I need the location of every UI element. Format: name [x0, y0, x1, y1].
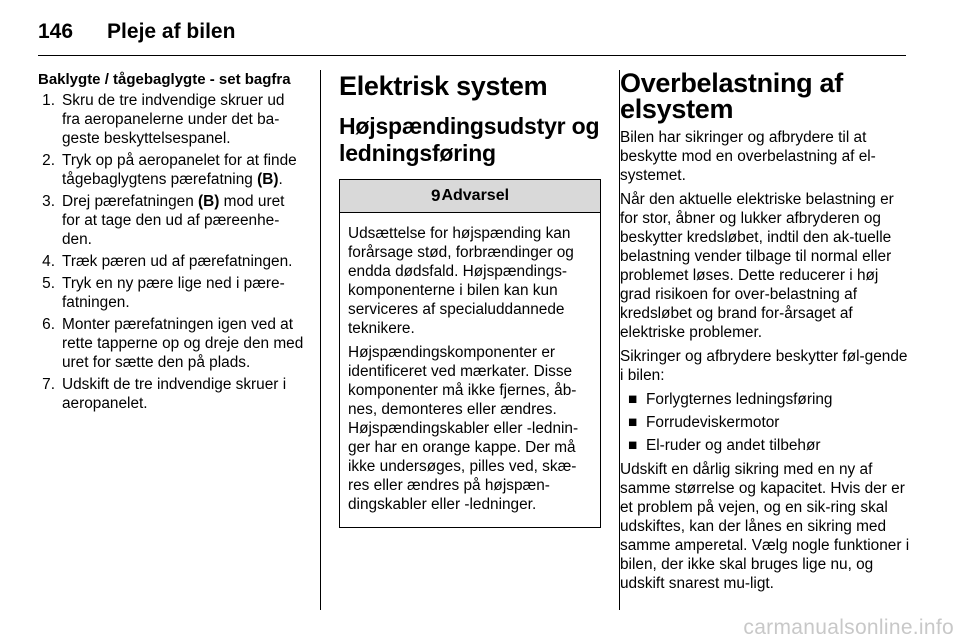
step-text: Skru de tre indvendige skruer ud fra aeropanelerne under det ba-geste beskyttelsespanel. — [62, 92, 285, 147]
protected-items-list — [620, 390, 912, 455]
rear-light-subheading: Baklygte / tågebaglygte - set bagfra — [38, 71, 291, 88]
list-item-text: Forlygternes ledningsføring — [646, 391, 833, 408]
step-number: 6. — [42, 316, 55, 333]
reference-b: (B) — [257, 171, 279, 188]
step-number: 3. — [42, 193, 55, 210]
watermark: carmanualsonline.info — [743, 616, 954, 639]
step-6 — [38, 315, 306, 372]
step-3 — [38, 192, 306, 249]
warning-paragraph: Udsættelse for højspænding kan forårsage stød, forbrændinger og endda dødsfald. Højspændings-komponenterne i bilen kan kun serviceres af specialuddannede teknikere. — [348, 225, 574, 337]
step-4 — [38, 252, 306, 271]
column-right — [620, 70, 912, 598]
warning-header — [340, 180, 600, 213]
body-paragraph: Sikringer og afbrydere beskytter føl-gende i bilen: — [620, 348, 908, 384]
step-7 — [38, 375, 306, 413]
instruction-steps — [38, 91, 306, 413]
warning-box — [339, 179, 601, 528]
square-bullet-icon: ■ — [628, 414, 638, 431]
step-text: Tryk en ny pære lige ned i pære-fatningen. — [62, 275, 285, 311]
step-text: Udskift de tre indvendige skruer i aeropanelet. — [62, 376, 287, 412]
page-title: Pleje af bilen — [107, 20, 236, 43]
step-number: 7. — [42, 376, 55, 393]
header-divider — [38, 55, 906, 56]
warning-triangle-icon: 9 — [430, 186, 441, 205]
warning-title: Advarsel — [441, 187, 510, 204]
warning-body — [340, 213, 600, 527]
step-number: 5. — [42, 275, 55, 292]
list-item — [620, 436, 912, 455]
list-item — [620, 413, 912, 432]
step-text: Træk pæren ud af pærefatningen. — [62, 253, 293, 270]
step-number: 2. — [42, 152, 55, 169]
square-bullet-icon: ■ — [628, 437, 638, 454]
list-item — [620, 390, 912, 409]
electrical-system-heading: Elektrisk system — [339, 71, 548, 101]
column-divider-1 — [320, 70, 321, 610]
step-text: Drej pærefatningen (B) mod uret for at tage den ud af pæreenhe-den. — [62, 193, 285, 248]
step-text: Monter pærefatningen igen ved at rette tapperne op og dreje den med uret for sætte den på plads. — [62, 316, 304, 371]
reference-b: (B) — [198, 193, 220, 210]
step-text: Tryk op på aeropanelet for at finde tågebaglygtens pærefatning (B). — [62, 152, 297, 188]
high-voltage-subheading: Højspændingsudstyr og ledningsføring — [339, 113, 600, 166]
step-5 — [38, 274, 306, 312]
page-number: 146 — [38, 20, 74, 43]
body-paragraph: Udskift en dårlig sikring med en ny af samme størrelse og kapacitet. Hvis der er et problem på vejen, og en sik-ring skal udskiftes, kan der lånes en sikring med samme amperetal. Vælg nogle funktioner i bilen, der ikke skal bruges lige nu, og udskift snarest mu-ligt. — [620, 461, 910, 592]
warning-paragraph: Højspændingskomponenter er identificeret ved mærkater. Disse komponenter må ikke fjernes, åb-nes, demonteres eller ændres. Højspændingskabler eller -lednin-ger har en orange kappe. Der må ikke undersøges, pilles ved, skæ-res eller ændres på højspæn-dingskabler eller -ledninger. — [348, 344, 579, 513]
body-paragraph: Når den aktuelle elektriske belastning er for stor, åbner og lukker afbryderen og beskytter kredsløbet, indtil den ak-tuelle belastning vender tilbage til normal eller problemet løses. Dette reducerer i høj grad risikoen for over-belastning af kredsløbet og brand for-årsaget af elektriske problemer. — [620, 191, 894, 341]
column-left — [38, 70, 306, 416]
page-header — [38, 20, 235, 50]
list-item-text: Forrudeviskermotor — [646, 414, 780, 431]
list-item-text: El-ruder og andet tilbehør — [646, 437, 821, 454]
square-bullet-icon: ■ — [628, 391, 638, 408]
body-paragraph: Bilen har sikringer og afbrydere til at beskytte mod en overbelastning af el-systemet. — [620, 129, 876, 184]
column-middle — [339, 70, 601, 528]
step-number: 4. — [42, 253, 55, 270]
step-number: 1. — [42, 92, 55, 109]
step-1 — [38, 91, 306, 148]
step-2 — [38, 151, 306, 189]
overload-heading: Overbelastning af elsystem — [620, 68, 843, 124]
